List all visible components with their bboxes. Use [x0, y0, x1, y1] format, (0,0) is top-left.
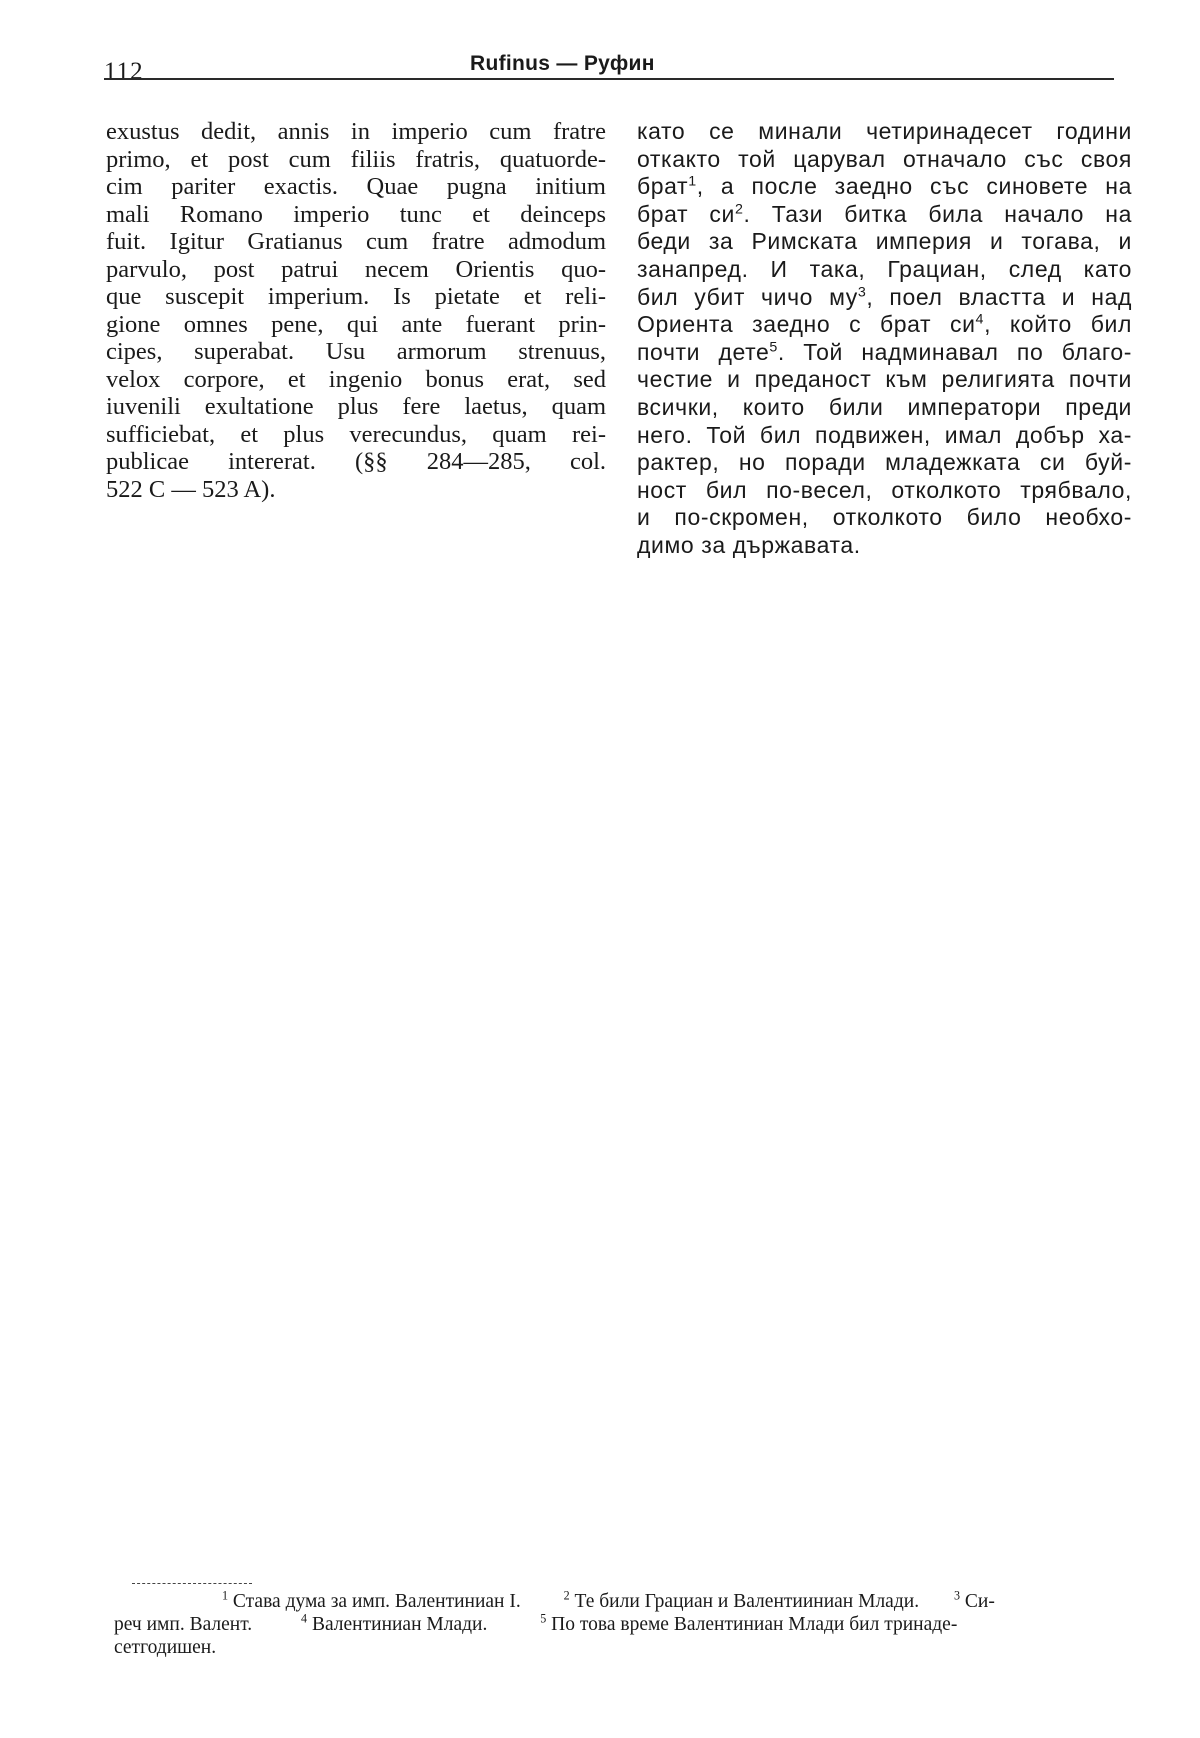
bulgarian-line [637, 311, 1132, 339]
latin-line: cim pariter exactis. Quae pugna initium [106, 173, 606, 200]
line-text: , който бил [984, 311, 1132, 338]
bulgarian-line [637, 256, 1132, 284]
footnote-1: Става дума за имп. Валентиниан I. [232, 1591, 521, 1612]
footnote-3-continued: реч имп. Валент. [114, 1614, 253, 1635]
line-text: бил убит чичо му [637, 283, 858, 310]
line-text: ност бил по-весел, отколкото трябвало, [637, 476, 1132, 503]
bulgarian-line [637, 532, 1132, 560]
bulgarian-line [637, 118, 1132, 146]
footnote-ref: 1 [688, 173, 697, 190]
footnote-line [114, 1636, 1134, 1659]
line-text: брат си [637, 200, 735, 227]
line-text: , поел властта и над [866, 283, 1132, 310]
running-title: Rufinus — Руфин [470, 52, 655, 75]
footnote-number: 2 [563, 1588, 570, 1603]
header-rule [104, 78, 1114, 80]
line-text: него. Той бил подвижен, имал добър ха- [637, 421, 1132, 448]
bulgarian-line [637, 284, 1132, 312]
footnote-4: Валентиниан Млади. [311, 1614, 488, 1635]
footnote-number: 4 [301, 1611, 308, 1626]
bulgarian-line [637, 449, 1132, 477]
footnote-ref: 2 [734, 201, 744, 218]
latin-line: exustus dedit, annis in imperio cum fratre [106, 118, 606, 145]
bulgarian-line [637, 173, 1132, 201]
bulgarian-line [637, 422, 1132, 450]
footnote-5-continued: сетгодишен. [114, 1637, 217, 1658]
line-text: всички, които били императори преди [637, 393, 1132, 420]
latin-text-column [106, 118, 606, 503]
footnote-ref: 5 [769, 339, 778, 356]
footnotes [114, 1590, 1134, 1659]
latin-line: velox corpore, et ingenio bonus erat, sed [106, 365, 606, 393]
footnote-line [114, 1590, 1134, 1613]
line-text: занапред. И така, Грациан, след като [637, 255, 1132, 282]
latin-line: primo, et post cum filiis fratris, quatuorde- [106, 145, 606, 173]
line-text: беди за Римската империя и тогава, и [637, 228, 1132, 255]
footnote-ref: 3 [857, 283, 867, 300]
line-text: честие и преданост към религията почти [637, 366, 1132, 393]
bulgarian-text-column [637, 118, 1132, 560]
latin-line: sufficiebat, et plus verecundus, quam rei- [106, 420, 606, 448]
line-text: . Тази битка била начало на [743, 200, 1132, 227]
latin-line: publicae intererat. (§§ 284—285, col. [106, 448, 606, 475]
bulgarian-line [637, 394, 1132, 422]
latin-line: fuit. Igitur Gratianus cum fratre admodum [106, 228, 606, 255]
bulgarian-line [637, 339, 1132, 367]
footnote-line [114, 1613, 1134, 1636]
bulgarian-line [637, 366, 1132, 394]
latin-line: parvulo, post patrui necem Orientis quo- [106, 255, 606, 283]
page-number: 112 [104, 58, 144, 85]
line-text: откакто той царувал отначало със своя [637, 145, 1132, 172]
line-text: , а после заедно със синовете на [696, 173, 1132, 200]
latin-line: mali Romano imperio tunc et deinceps [106, 200, 606, 228]
bulgarian-line [637, 504, 1132, 532]
bulgarian-line [637, 146, 1132, 174]
line-text: като се минали четиринадесет години [637, 118, 1132, 144]
line-text: . Той надминавал по благо- [777, 338, 1132, 365]
line-text: димо за държавата. [637, 531, 861, 558]
latin-line: cipes, superabat. Usu armorum strenuus, [106, 338, 606, 365]
latin-line: 522 C — 523 A). [106, 475, 276, 503]
line-text: рактер, но поради младежката си буй- [637, 449, 1132, 476]
latin-line: que suscepit imperium. Is pietate et reli- [106, 283, 606, 310]
line-text: и по-скромен, отколкото било необхо- [637, 504, 1132, 531]
latin-line: iuvenili exultatione plus fere laetus, quam [106, 393, 606, 420]
footnote-2: Те били Грациан и Валентииниан Млади. [574, 1591, 920, 1612]
line-text: брат [637, 173, 689, 200]
line-text: Ориента заедно с брат си [637, 311, 976, 338]
latin-line: gione omnes pene, qui ante fuerant prin- [106, 310, 606, 338]
footnote-3: Си- [964, 1591, 995, 1612]
footnote-number: 5 [540, 1611, 547, 1626]
footnote-number: 3 [953, 1588, 960, 1603]
bulgarian-line [637, 477, 1132, 505]
footnote-rule [132, 1583, 252, 1584]
bulgarian-line [637, 228, 1132, 256]
footnote-5: По това време Валентиниан Млади бил тринаде- [551, 1614, 958, 1635]
line-text: почти дете [637, 338, 770, 365]
footnote-ref: 4 [975, 311, 985, 328]
bulgarian-line [637, 201, 1132, 229]
footnote-number: 1 [222, 1588, 229, 1603]
